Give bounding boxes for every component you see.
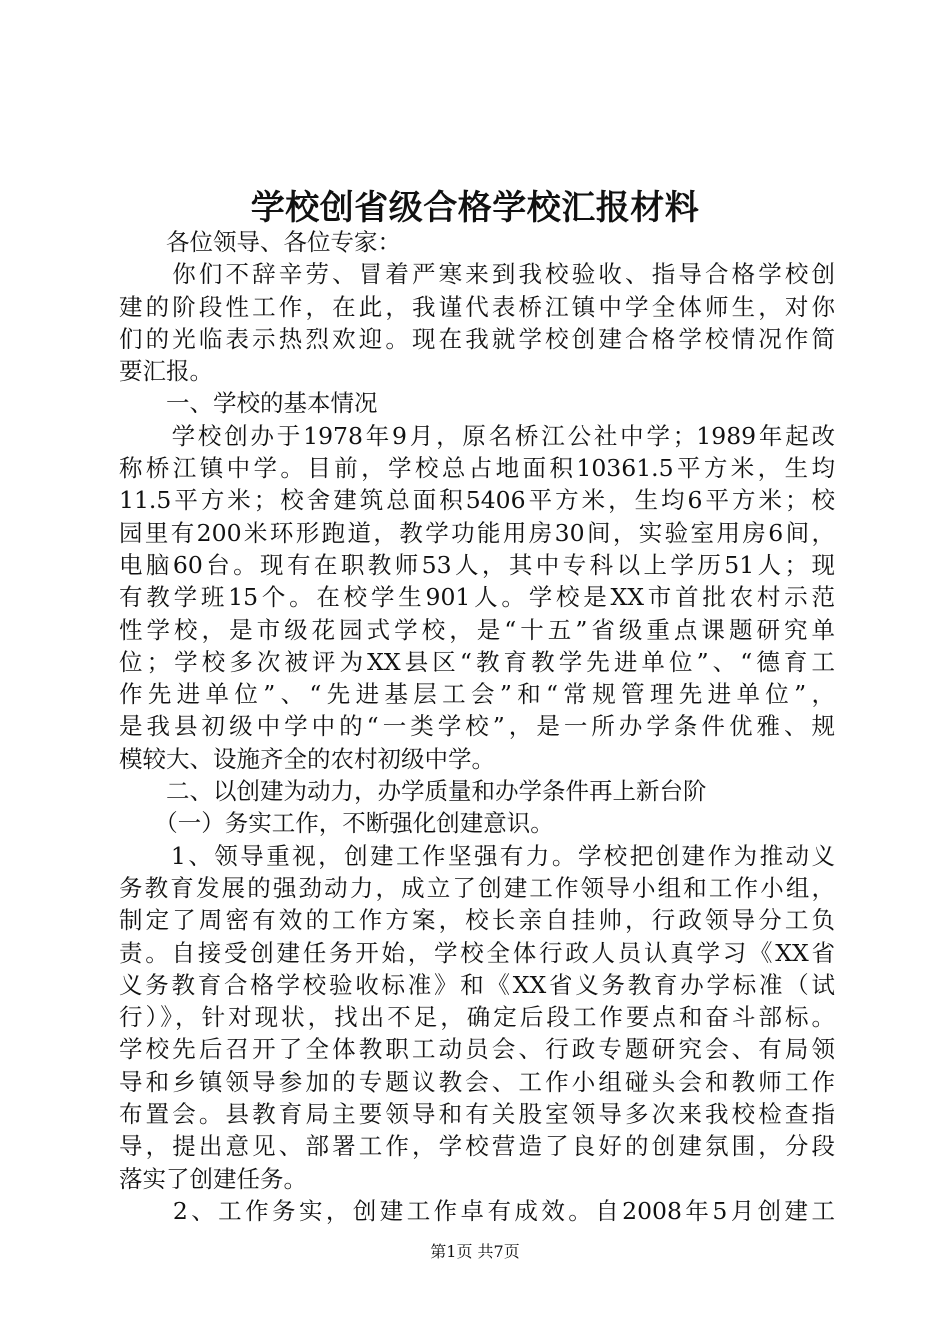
paragraph-line: 性学校，是市级花园式学校，是“十五”省级重点课题研究单 <box>119 615 835 644</box>
paragraph-line: 们的光临表示热烈欢迎。现在我就学校创建合格学校情况作简 <box>119 324 835 353</box>
section-heading: 二、以创建为动力，办学质量和办学条件再上新台阶 <box>119 777 707 806</box>
paragraph-line: 园里有200米环形跑道，教学功能用房30间，实验室用房6间， <box>119 518 835 547</box>
paragraph-line: 电脑60台。现有在职教师53人，其中专科以上学历51人；现 <box>119 550 835 579</box>
paragraph-line: 1、领导重视，创建工作坚强有力。学校把创建作为推动义 <box>119 841 835 870</box>
paragraph-line: 11.5平方米；校舍建筑总面积5406平方米，生均6平方米；校 <box>119 486 835 515</box>
paragraph-line: 导和乡镇领导参加的专题议教会、工作小组碰头会和教师工作 <box>119 1067 835 1096</box>
paragraph-line: 导，提出意见、部署工作，学校营造了良好的创建氛围，分段 <box>119 1132 835 1161</box>
paragraph-line: 学校先后召开了全体教职工动员会、行政专题研究会、有局领 <box>119 1035 835 1064</box>
paragraph-line: 学校创办于1978年9月，原名桥江公社中学；1989年起改 <box>119 421 835 450</box>
paragraph-line: 各位领导、各位专家： <box>119 228 401 256</box>
paragraph-line: 模较大、设施齐全的农村初级中学。 <box>119 744 495 773</box>
paragraph-line: 落实了创建任务。 <box>119 1164 307 1193</box>
paragraph-line: 有教学班15个。在校学生901人。学校是XX市首批农村示范 <box>119 583 835 612</box>
document-title: 学校创省级合格学校汇报材料 <box>250 188 700 228</box>
page-number-footer: 第1页 共7页 <box>430 1242 520 1261</box>
document-body <box>119 226 835 1227</box>
paragraph-line: 务教育发展的强劲动力，成立了创建工作领导小组和工作小组， <box>119 873 835 902</box>
paragraph-line: 2、工作务实，创建工作卓有成效。自2008年5月创建工 <box>119 1196 835 1225</box>
paragraph-line: 作先进单位”、“先进基层工会”和“常规管理先进单位”， <box>119 680 835 709</box>
paragraph-line: 称桥江镇中学。目前，学校总占地面积10361.5平方米，生均 <box>119 454 835 483</box>
paragraph-line: 要汇报。 <box>119 357 213 386</box>
paragraph-line: 你们不辞辛劳、冒着严寒来到我校验收、指导合格学校创 <box>119 260 835 289</box>
subsection-heading: （一）务实工作，不断强化创建意识。 <box>119 809 554 838</box>
section-heading: 一、学校的基本情况 <box>119 389 378 418</box>
paragraph-line: 行）》，针对现状，找出不足，确定后段工作要点和奋斗部标。 <box>119 1003 835 1032</box>
paragraph-line: 布置会。县教育局主要领导和有关股室领导多次来我校检查指 <box>119 1100 835 1129</box>
paragraph-line: 是我县初级中学中的“一类学校”，是一所办学条件优雅、规 <box>119 712 835 741</box>
paragraph-line: 义务教育合格学校验收标准》和《XX省义务教育办学标准（试 <box>119 970 835 999</box>
paragraph-line: 制定了周密有效的工作方案，校长亲自挂帅，行政领导分工负 <box>119 906 835 935</box>
paragraph-line: 位；学校多次被评为XX县区“教育教学先进单位”、“德育工 <box>119 647 835 676</box>
paragraph-line: 建的阶段性工作，在此，我谨代表桥江镇中学全体师生，对你 <box>119 292 835 321</box>
paragraph-line: 责。自接受创建任务开始，学校全体行政人员认真学习《XX省 <box>119 938 835 967</box>
